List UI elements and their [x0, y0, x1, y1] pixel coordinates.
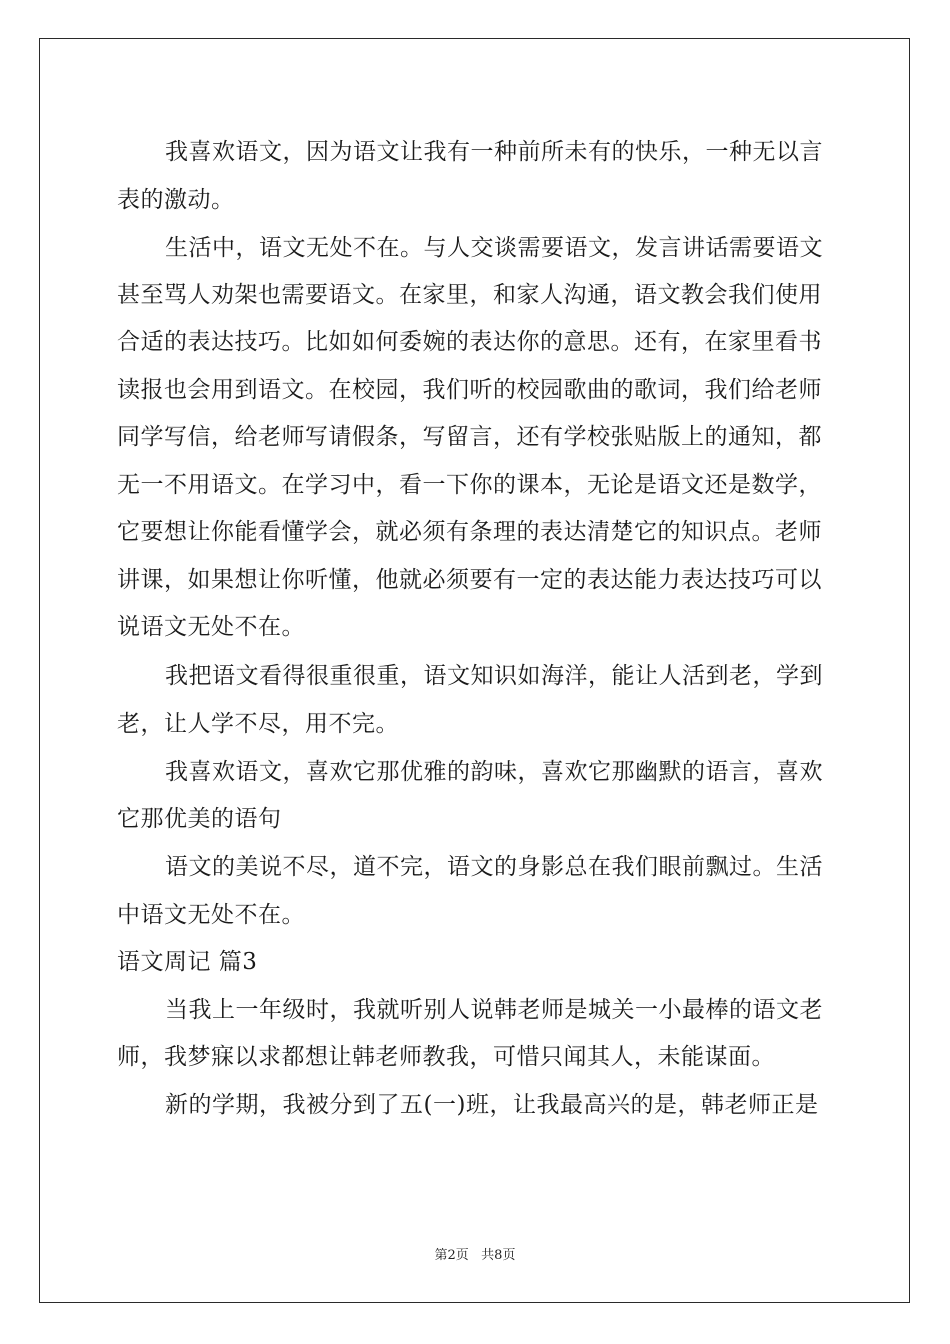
- text-line: 生活中，语文无处不在。与人交谈需要语文，发言讲话需要语文: [165, 235, 823, 261]
- text-line: 它要想让你能看懂学会，就必须有条理的表达清楚它的知识点。老师: [117, 519, 822, 545]
- text-line: 语文的美说不尽，道不完，语文的身影总在我们眼前飘过。生活: [165, 854, 823, 880]
- text-line: 讲课，如果想让你听懂，他就必须要有一定的表达能力表达技巧可以: [117, 567, 822, 593]
- text-line: 读报也会用到语文。在校园，我们听的校园歌曲的歌词，我们给老师: [117, 377, 822, 403]
- text-line: 师，我梦寐以求都想让韩老师教我，可惜只闻其人，未能谋面。: [117, 1044, 775, 1070]
- text-line: 中语文无处不在。: [117, 902, 305, 928]
- text-line: 甚至骂人劝架也需要语文。在家里，和家人沟通，语文教会我们使用: [117, 282, 822, 308]
- text-line: 我喜欢语文，喜欢它那优雅的韵味，喜欢它那幽默的语言，喜欢: [165, 759, 823, 785]
- text-line: 老，让人学不尽，用不完。: [117, 711, 399, 737]
- text-line: 说语文无处不在。: [117, 614, 305, 640]
- text-line: 合适的表达技巧。比如如何委婉的表达你的意思。还有，在家里看书: [117, 329, 822, 355]
- text-line: 当我上一年级时，我就听别人说韩老师是城关一小最棒的语文老: [165, 997, 823, 1023]
- text-line: 无一不用语文。在学习中，看一下你的课本，无论是语文还是数学，: [117, 472, 822, 498]
- text-line: 我喜欢语文，因为语文让我有一种前所未有的快乐，一种无以言: [165, 139, 823, 165]
- section-heading: 语文周记 篇3: [117, 949, 258, 975]
- text-line: 同学写信，给老师写请假条，写留言，还有学校张贴版上的通知，都: [117, 424, 822, 450]
- text-line: 新的学期，我被分到了五(一)班，让我最高兴的是，韩老师正是: [165, 1092, 819, 1118]
- text-line: 它那优美的语句: [117, 806, 282, 832]
- text-line: 表的激动。: [117, 187, 235, 213]
- page-number: 第2页 共8页: [434, 1248, 516, 1263]
- text-line: 我把语文看得很重很重，语文知识如海洋，能让人活到老，学到: [165, 663, 823, 689]
